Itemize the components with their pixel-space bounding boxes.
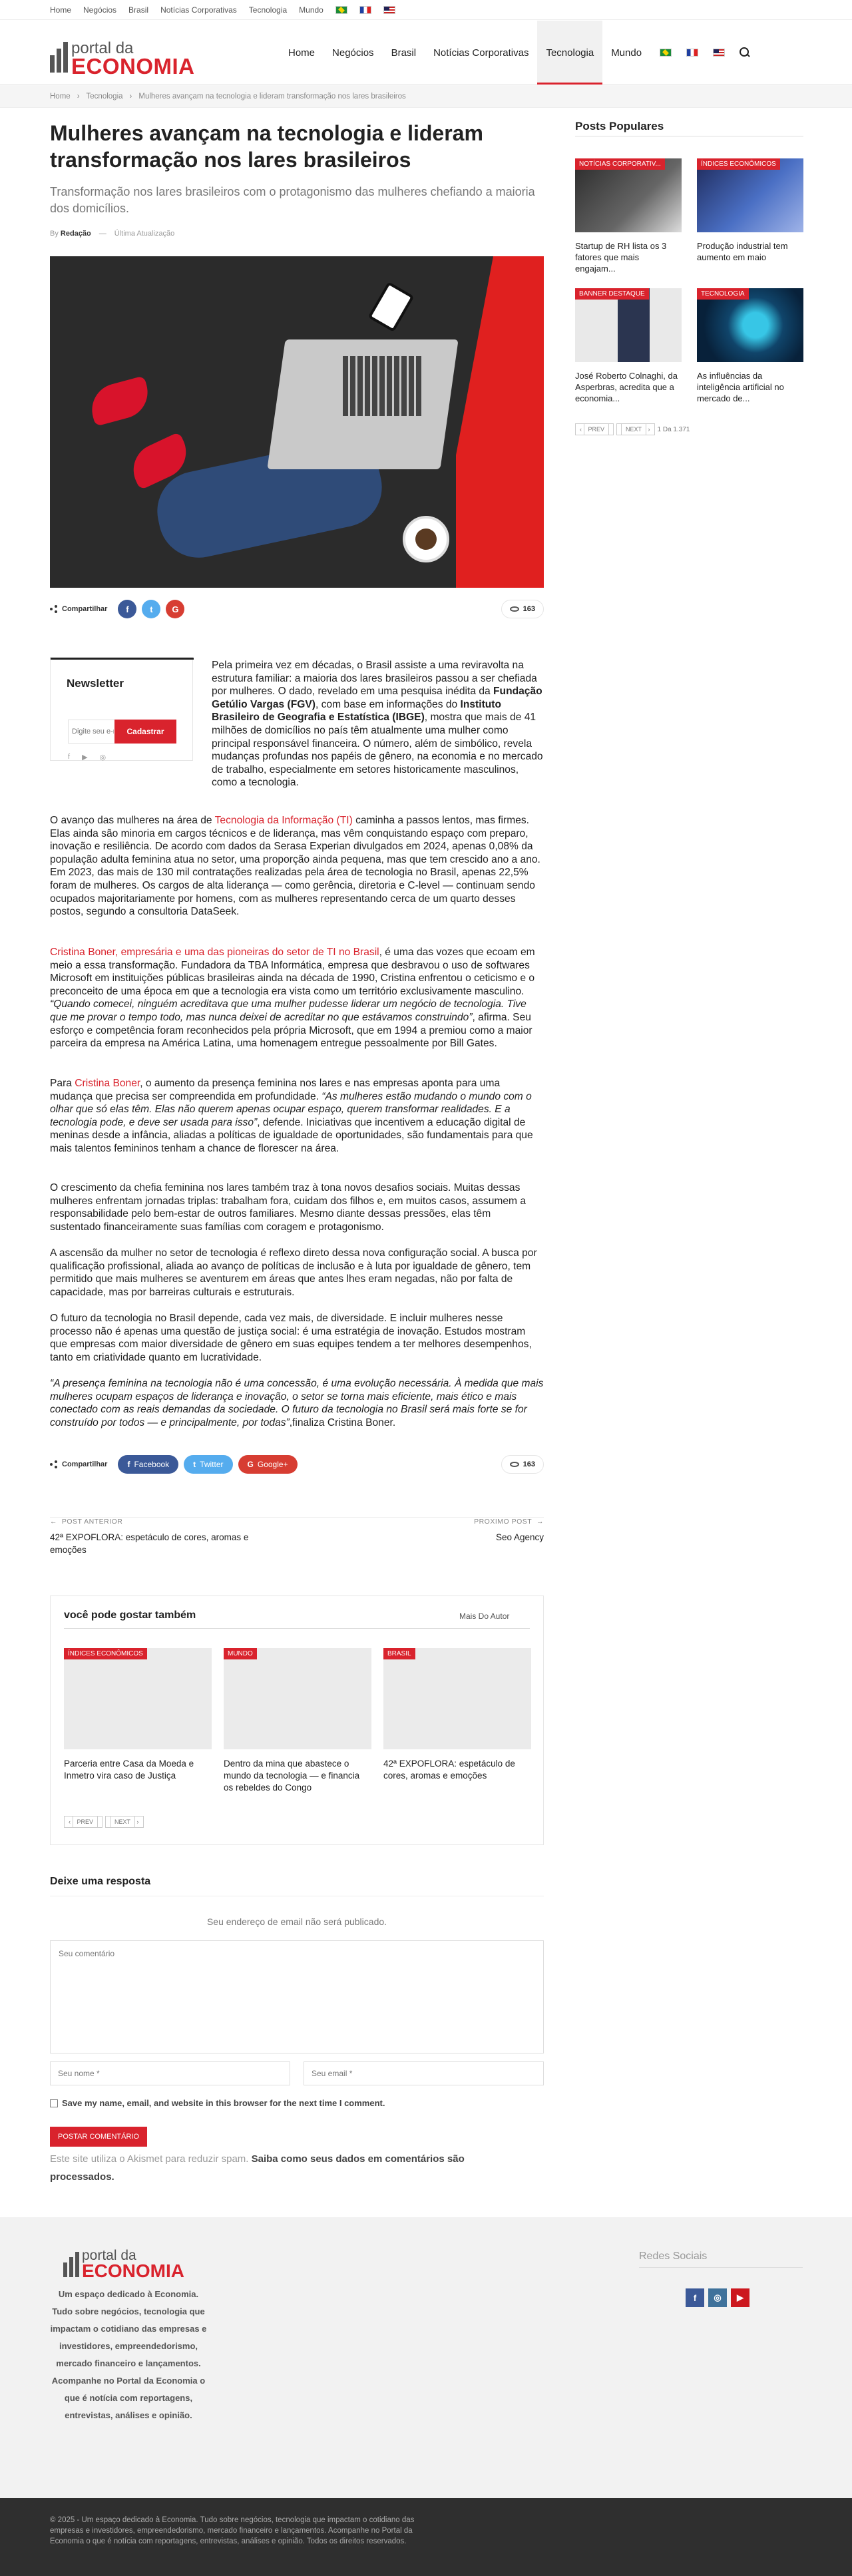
popular-post-title[interactable]: José Roberto Colnaghi, da Asperbras, acredita que a economia... xyxy=(575,371,678,403)
eye-icon xyxy=(510,1462,519,1467)
site-logo[interactable] xyxy=(50,35,230,79)
breadcrumb-home[interactable]: Home xyxy=(50,93,71,101)
category-tag[interactable]: MUNDO xyxy=(224,1648,257,1659)
sidebar-pager xyxy=(575,423,690,435)
previous-post-title: 42ª EXPOFLORA: espetáculo de cores, aromas e emoções xyxy=(50,1532,249,1555)
instagram-icon[interactable]: ◎ xyxy=(708,2288,727,2307)
more-from-author-link[interactable]: Mais Do Autor xyxy=(459,1611,510,1621)
next-post-link[interactable]: PROXIMO POST → Seo Agency xyxy=(344,1518,544,1544)
akismet-link[interactable]: Saiba como seus dados em comentários são processados. xyxy=(50,2153,465,2183)
comments-section xyxy=(50,1876,544,1927)
prev-page-button[interactable]: ‹ PREV xyxy=(575,423,614,435)
article-author[interactable]: Redação xyxy=(60,230,91,238)
arrow-right-icon: → xyxy=(536,1518,544,1526)
brazil-flag-icon[interactable] xyxy=(335,6,347,14)
related-card[interactable] xyxy=(64,1648,212,1782)
article-paragraph-2: O avanço das mulheres na área de Tecnologia da Informação (TI) caminha a passos lentos, mas firmes. Elas ainda são minoria em cargos técnicos e de liderança, mas vêm conquistando espaço com preparo, inovação e resiliência. De acordo com dados da Serasa Experian divulgados em 2024, apenas 0,08% da população adulta feminina atua no setor, uma proporção ainda pequena, mas que tem crescido ano a ano. Em 2023, das mais de 130 mil contratações realizadas pela área de tecnologia no Brasil, apenas 22,5% foram de mulheres. Os cargos de alta liderança — como gerência, diretoria e C-level — continuam sendo ocupados majoritariamente por homens, com as mulheres representando cerca de um quarto desses postos, segundo a consultoria DataSeek. xyxy=(50,815,540,918)
article-paragraph-6: A ascensão da mulher no setor de tecnologia é reflexo direto dessa nova configuração social. A busca por qualificação profissional, aliada ao avanço de políticas de inclusão e à luta por igualdade de gênero, tem permitido que mais mulheres se aventurem em áreas que antes lhes eram negadas, não por falta de capacidade, mas por barreiras culturais e estruturais. xyxy=(50,1247,537,1298)
newsletter-title: Newsletter xyxy=(67,677,124,690)
popular-post-title[interactable]: Produção industrial tem aumento em maio xyxy=(697,241,788,262)
share-label: Compartilhar xyxy=(62,1460,108,1468)
email-field[interactable]: Seu email * xyxy=(304,2061,544,2085)
logo-text-top: portal da xyxy=(71,39,134,57)
comments-notice: Seu endereço de email não será publicado. xyxy=(206,1916,387,1927)
newsletter-email-input[interactable] xyxy=(68,720,118,744)
footer-description: Um espaço dedicado à Economia. Tudo sobre negócios, tecnologia que impactam o cotidiano das empresas e investidores, empreendedorismo, mercado financeiro e lançamentos. Acompanhe no Portal da Economia o que é notícia com reportagens, entrevistas, análises e opinião. xyxy=(50,2289,207,2420)
post-navigation xyxy=(50,1517,544,1564)
breadcrumb-section[interactable]: Tecnologia xyxy=(86,93,123,101)
popular-post-image xyxy=(697,288,803,362)
usa-flag-icon[interactable] xyxy=(383,6,395,14)
share-icon xyxy=(50,605,58,613)
article-meta xyxy=(50,230,174,238)
category-tag[interactable]: ÍNDICES ECONÔMICOS xyxy=(697,158,780,170)
footer-logo-text-top: portal da xyxy=(82,2248,136,2263)
breadcrumb-separator-icon: › xyxy=(129,93,132,101)
views-counter xyxy=(501,1455,544,1474)
twitter-share-button[interactable]: t xyxy=(142,600,160,618)
related-card[interactable] xyxy=(383,1648,531,1782)
article-paragraph-4: Para Cristina Boner, o aumento da presença feminina nos lares e nas empresas aponta para uma mudança que precisa ser compreendida em profundidade. “As mulheres estão mudando o mundo com o olhar que só elas têm. Elas não querem apenas ocupar espaço, querem transformar realidades. E a tecnologia pode, e deve ser usada para isso”, defende. Iniciativas que incentivem a educação digital de meninas desde a infância, aliadas a políticas de igualdade de oportunidades, são fundamentais para que mais talentos femininos tenham a chance de florescer na área. xyxy=(50,1078,533,1154)
eye-icon xyxy=(510,606,519,612)
brazil-flag-icon[interactable] xyxy=(660,49,672,57)
usa-flag-icon[interactable] xyxy=(713,49,725,57)
nav-language-flags xyxy=(660,49,725,57)
breadcrumb xyxy=(0,85,852,108)
popular-post-image xyxy=(697,158,803,232)
popular-post-title[interactable]: Startup de RH lista os 3 fatores que mais engajam... xyxy=(575,241,667,274)
nav-item-home[interactable]: Home xyxy=(288,47,316,59)
views-counter xyxy=(501,600,544,618)
share-bar-top xyxy=(50,598,544,620)
site-footer xyxy=(0,2217,852,2498)
newsletter-subscribe-button[interactable]: Cadastrar xyxy=(114,720,176,744)
article-paragraph-1: Pela primeira vez em décadas, o Brasil assiste a uma reviravolta na estrutura familiar: a maioria dos lares brasileiros passou a ser chefiada por mulheres. O dado, revelado em uma pesquisa inédita da Fundação Getúlio Vargas (FGV), com base em informações do Instituto Brasileiro de Geografia e Estatística (IBGE), mostra que mais de 41 milhões de domicílios no país têm atualmente uma mulher como principal responsável financeira. O número, além de simbólico, revela mudanças profundas nos papéis de gênero, na economia e no mercado de trabalho, especialmente em setores historicamente masculinos, como a tecnologia. xyxy=(212,660,543,789)
facebook-icon[interactable]: f xyxy=(68,753,71,761)
logo-bars-icon xyxy=(63,2252,79,2277)
top-bar xyxy=(0,0,852,20)
link-cristina-boner[interactable]: Cristina Boner, empresária e uma das pioneiras do setor de TI no Brasil xyxy=(50,947,379,958)
breadcrumb-separator-icon: › xyxy=(77,93,80,101)
nav-item-tecnologia[interactable]: Tecnologia xyxy=(537,21,602,85)
logo-bars-icon xyxy=(50,42,68,73)
sidebar-page-count: 1 Da 1.371 xyxy=(657,425,690,433)
facebook-share-button[interactable]: f xyxy=(118,600,136,618)
search-icon[interactable] xyxy=(740,47,750,58)
share-icon xyxy=(50,1460,58,1468)
by-label: By xyxy=(50,230,59,238)
main-nav xyxy=(280,21,750,85)
comments-title: Deixe uma resposta xyxy=(50,1876,544,1896)
post-comment-button[interactable]: POSTAR COMENTÁRIO xyxy=(50,2127,147,2147)
nav-item-negocios[interactable]: Negócios xyxy=(332,47,374,59)
category-tag[interactable]: ÍNDICES ECONÔMICOS xyxy=(64,1648,147,1659)
footer-logo-text-bottom: ECONOMIA xyxy=(82,2260,184,2281)
article-paragraph-7: O futuro da tecnologia no Brasil depende, cada vez mais, de diversidade. E incluir mulheres nesse processo não é apenas uma questão de justiça social: é uma estratégia de inovação. Estudos mostram que empresas com maior diversidade de gênero em suas equipes tendem a ter melhores desempenhos, tanto em criatividade quanto em lucratividade. xyxy=(50,1313,532,1363)
article-date: Última Atualização xyxy=(114,230,175,238)
article-paragraph-5: O crescimento da chefia feminina nos lares também traz à tona novos desafios sociais. Muitas dessas mulheres enfrentam jornadas triplas: trabalham fora, cuidam dos filhos e, em muitos casos, assumem a responsabilidade pelo bem-estar de outros familiares. Mesmo diante dessas pressões, elas têm sustentado financeiramente suas famílias com coragem e protagonismo. xyxy=(50,1182,527,1233)
article-paragraph-8: “A presença feminina na tecnologia não é uma concessão, é uma evolução necessária. À medida que mais mulheres ocupam espaços de liderança e inovação, o setor se torna mais eficiente, mais ético e mais conectado com as reais demandas da sociedade. O futuro da tecnologia no Brasil será mais forte se for construído por todos — e principalmente, por todas”,finaliza Cristina Boner. xyxy=(50,1378,544,1428)
related-title: você pode gostar também xyxy=(64,1610,196,1621)
france-flag-icon[interactable] xyxy=(359,6,371,14)
copyright-text: © 2025 - Um espaço dedicado à Economia. Tudo sobre negócios, tecnologia que impactam o cotidiano das empresas e investidores, empreendedorismo, mercado financeiro e lançamentos. Acompanhe no Portal da Economia o que é notícia com reportagens, entrevistas, análises e opinião. Todos os direitos reservados. xyxy=(50,2516,415,2545)
akismet-notice: Este site utiliza o Akismet para reduzir spam. Saiba como seus dados em comentários são processados. xyxy=(50,2153,465,2183)
top-menu xyxy=(50,0,395,20)
comment-textarea[interactable]: Seu comentário xyxy=(50,1940,544,2053)
link-ti[interactable]: Tecnologia da Informação (TI) xyxy=(214,815,353,826)
category-tag[interactable]: BANNER DESTAQUE xyxy=(575,288,649,300)
category-tag[interactable]: BRASIL xyxy=(383,1648,415,1659)
related-posts xyxy=(50,1596,544,1845)
sidebar-popular-title: Posts Populares xyxy=(575,120,664,132)
next-page-button[interactable]: NEXT › xyxy=(616,423,655,435)
youtube-icon[interactable]: ▶ xyxy=(82,753,88,761)
related-card-title[interactable]: Parceria entre Casa da Moeda e Inmetro vira caso de Justiça xyxy=(64,1759,194,1781)
nav-item-mundo[interactable]: Mundo xyxy=(611,47,642,59)
views-count: 163 xyxy=(523,1460,535,1468)
nav-item-brasil[interactable]: Brasil xyxy=(391,47,417,59)
instagram-icon[interactable]: ◎ xyxy=(99,753,106,761)
next-post-title: Seo Agency xyxy=(495,1532,544,1542)
article-subtitle: Transformação nos lares brasileiros com o protagonismo das mulheres chefiando a maioria dos domicílios. xyxy=(50,185,535,215)
popular-post-card[interactable] xyxy=(697,158,803,263)
copyright-bar xyxy=(0,2498,852,2576)
top-link-negocios[interactable]: Negócios xyxy=(83,5,117,15)
article-title: Mulheres avançam na tecnologia e lideram transformação nos lares brasileiros xyxy=(50,121,483,172)
footer-logo[interactable] xyxy=(63,2244,216,2281)
france-flag-icon[interactable] xyxy=(686,49,698,57)
link-cristina-boner-2[interactable]: Cristina Boner xyxy=(75,1078,140,1089)
newsletter-social xyxy=(68,753,106,761)
breadcrumb-current: Mulheres avançam na tecnologia e lideram transformação nos lares brasileiros xyxy=(138,93,406,101)
related-pager xyxy=(64,1816,144,1828)
google-share-button[interactable]: G Google+ xyxy=(238,1455,298,1474)
newsletter-widget xyxy=(50,657,193,761)
next-page-button[interactable]: NEXT › xyxy=(105,1816,144,1828)
nav-item-noticias-corporativas[interactable]: Notícias Corporativas xyxy=(433,47,529,59)
top-link-brasil[interactable]: Brasil xyxy=(128,5,149,15)
arrow-left-icon: ← xyxy=(50,1518,57,1526)
share-label: Compartilhar xyxy=(62,605,108,613)
top-link-mundo[interactable]: Mundo xyxy=(299,5,323,15)
popular-post-card[interactable] xyxy=(575,288,682,404)
related-card-title[interactable]: 42ª EXPOFLORA: espetáculo de cores, aromas e emoções xyxy=(383,1759,515,1781)
meta-separator: — xyxy=(99,230,106,238)
youtube-icon[interactable]: ▶ xyxy=(731,2288,749,2307)
site-header xyxy=(0,21,852,85)
article-paragraph-3: Cristina Boner, empresária e uma das pioneiras do setor de TI no Brasil, é uma das vozes que ecoam em meio a essa transformação. Fundadora da TBA Informática, empresa que desbravou o uso de softwares Microsoft em instituições públicas brasileiras ainda na década de 1990, Cristina enfrentou o ceticismo e o preconceito de uma época em que a tecnologia era vista como um território exclusivamente masculino. “Quando comecei, ninguém acreditava que uma mulher pudesse liderar um negócio de tecnologia. Tive que me provar o tempo todo, mas nunca deixei de acreditar no que estávamos construindo”, afirma. Seu esforço e competência foram reconhecidos pela própria Microsoft, que em 1994 a premiou como a maior parceira da empresa na América Latina, uma homenagem entregue pessoalmente por Bill Gates. xyxy=(50,947,535,1050)
popular-post-image xyxy=(575,158,682,232)
popular-post-card[interactable] xyxy=(697,288,803,404)
related-card-title[interactable]: Dentro da mina que abastece o mundo da tecnologia — e financia os rebeldes do Congo xyxy=(224,1759,360,1793)
category-tag[interactable]: TECNOLOGIA xyxy=(697,288,749,300)
save-info-checkbox-row xyxy=(50,2098,385,2108)
views-count: 163 xyxy=(523,605,535,613)
footer-social-icons xyxy=(686,2288,749,2307)
footer-social-title: Redes Sociais xyxy=(639,2251,708,2262)
share-bar-bottom xyxy=(50,1453,544,1476)
article-hero-image xyxy=(50,256,544,588)
name-field[interactable]: Seu nome * xyxy=(50,2061,290,2085)
twitter-share-button[interactable]: t Twitter xyxy=(184,1455,232,1474)
category-tag[interactable]: NOTÍCIAS CORPORATIV... xyxy=(575,158,665,170)
related-card[interactable] xyxy=(224,1648,371,1794)
prev-page-button[interactable]: ‹ PREV xyxy=(64,1816,103,1828)
google-share-button[interactable]: G xyxy=(166,600,184,618)
popular-post-card[interactable] xyxy=(575,158,682,274)
previous-post-link[interactable]: ← POST ANTERIOR 42ª EXPOFLORA: espetáculo de cores, aromas e emoções xyxy=(50,1518,276,1556)
facebook-share-button[interactable]: f Facebook xyxy=(118,1455,178,1474)
top-link-home[interactable]: Home xyxy=(50,5,72,15)
popular-post-image xyxy=(575,288,682,362)
logo-text-bottom: ECONOMIA xyxy=(71,54,195,79)
facebook-icon[interactable]: f xyxy=(686,2288,704,2307)
top-link-noticias-corporativas[interactable]: Notícias Corporativas xyxy=(160,5,237,15)
popular-post-title[interactable]: As influências da inteligência artificial no mercado de... xyxy=(697,371,784,403)
save-info-label: Save my name, email, and website in this browser for the next time I comment. xyxy=(62,2098,385,2108)
top-link-tecnologia[interactable]: Tecnologia xyxy=(248,5,288,15)
save-info-checkbox[interactable] xyxy=(50,2099,58,2107)
